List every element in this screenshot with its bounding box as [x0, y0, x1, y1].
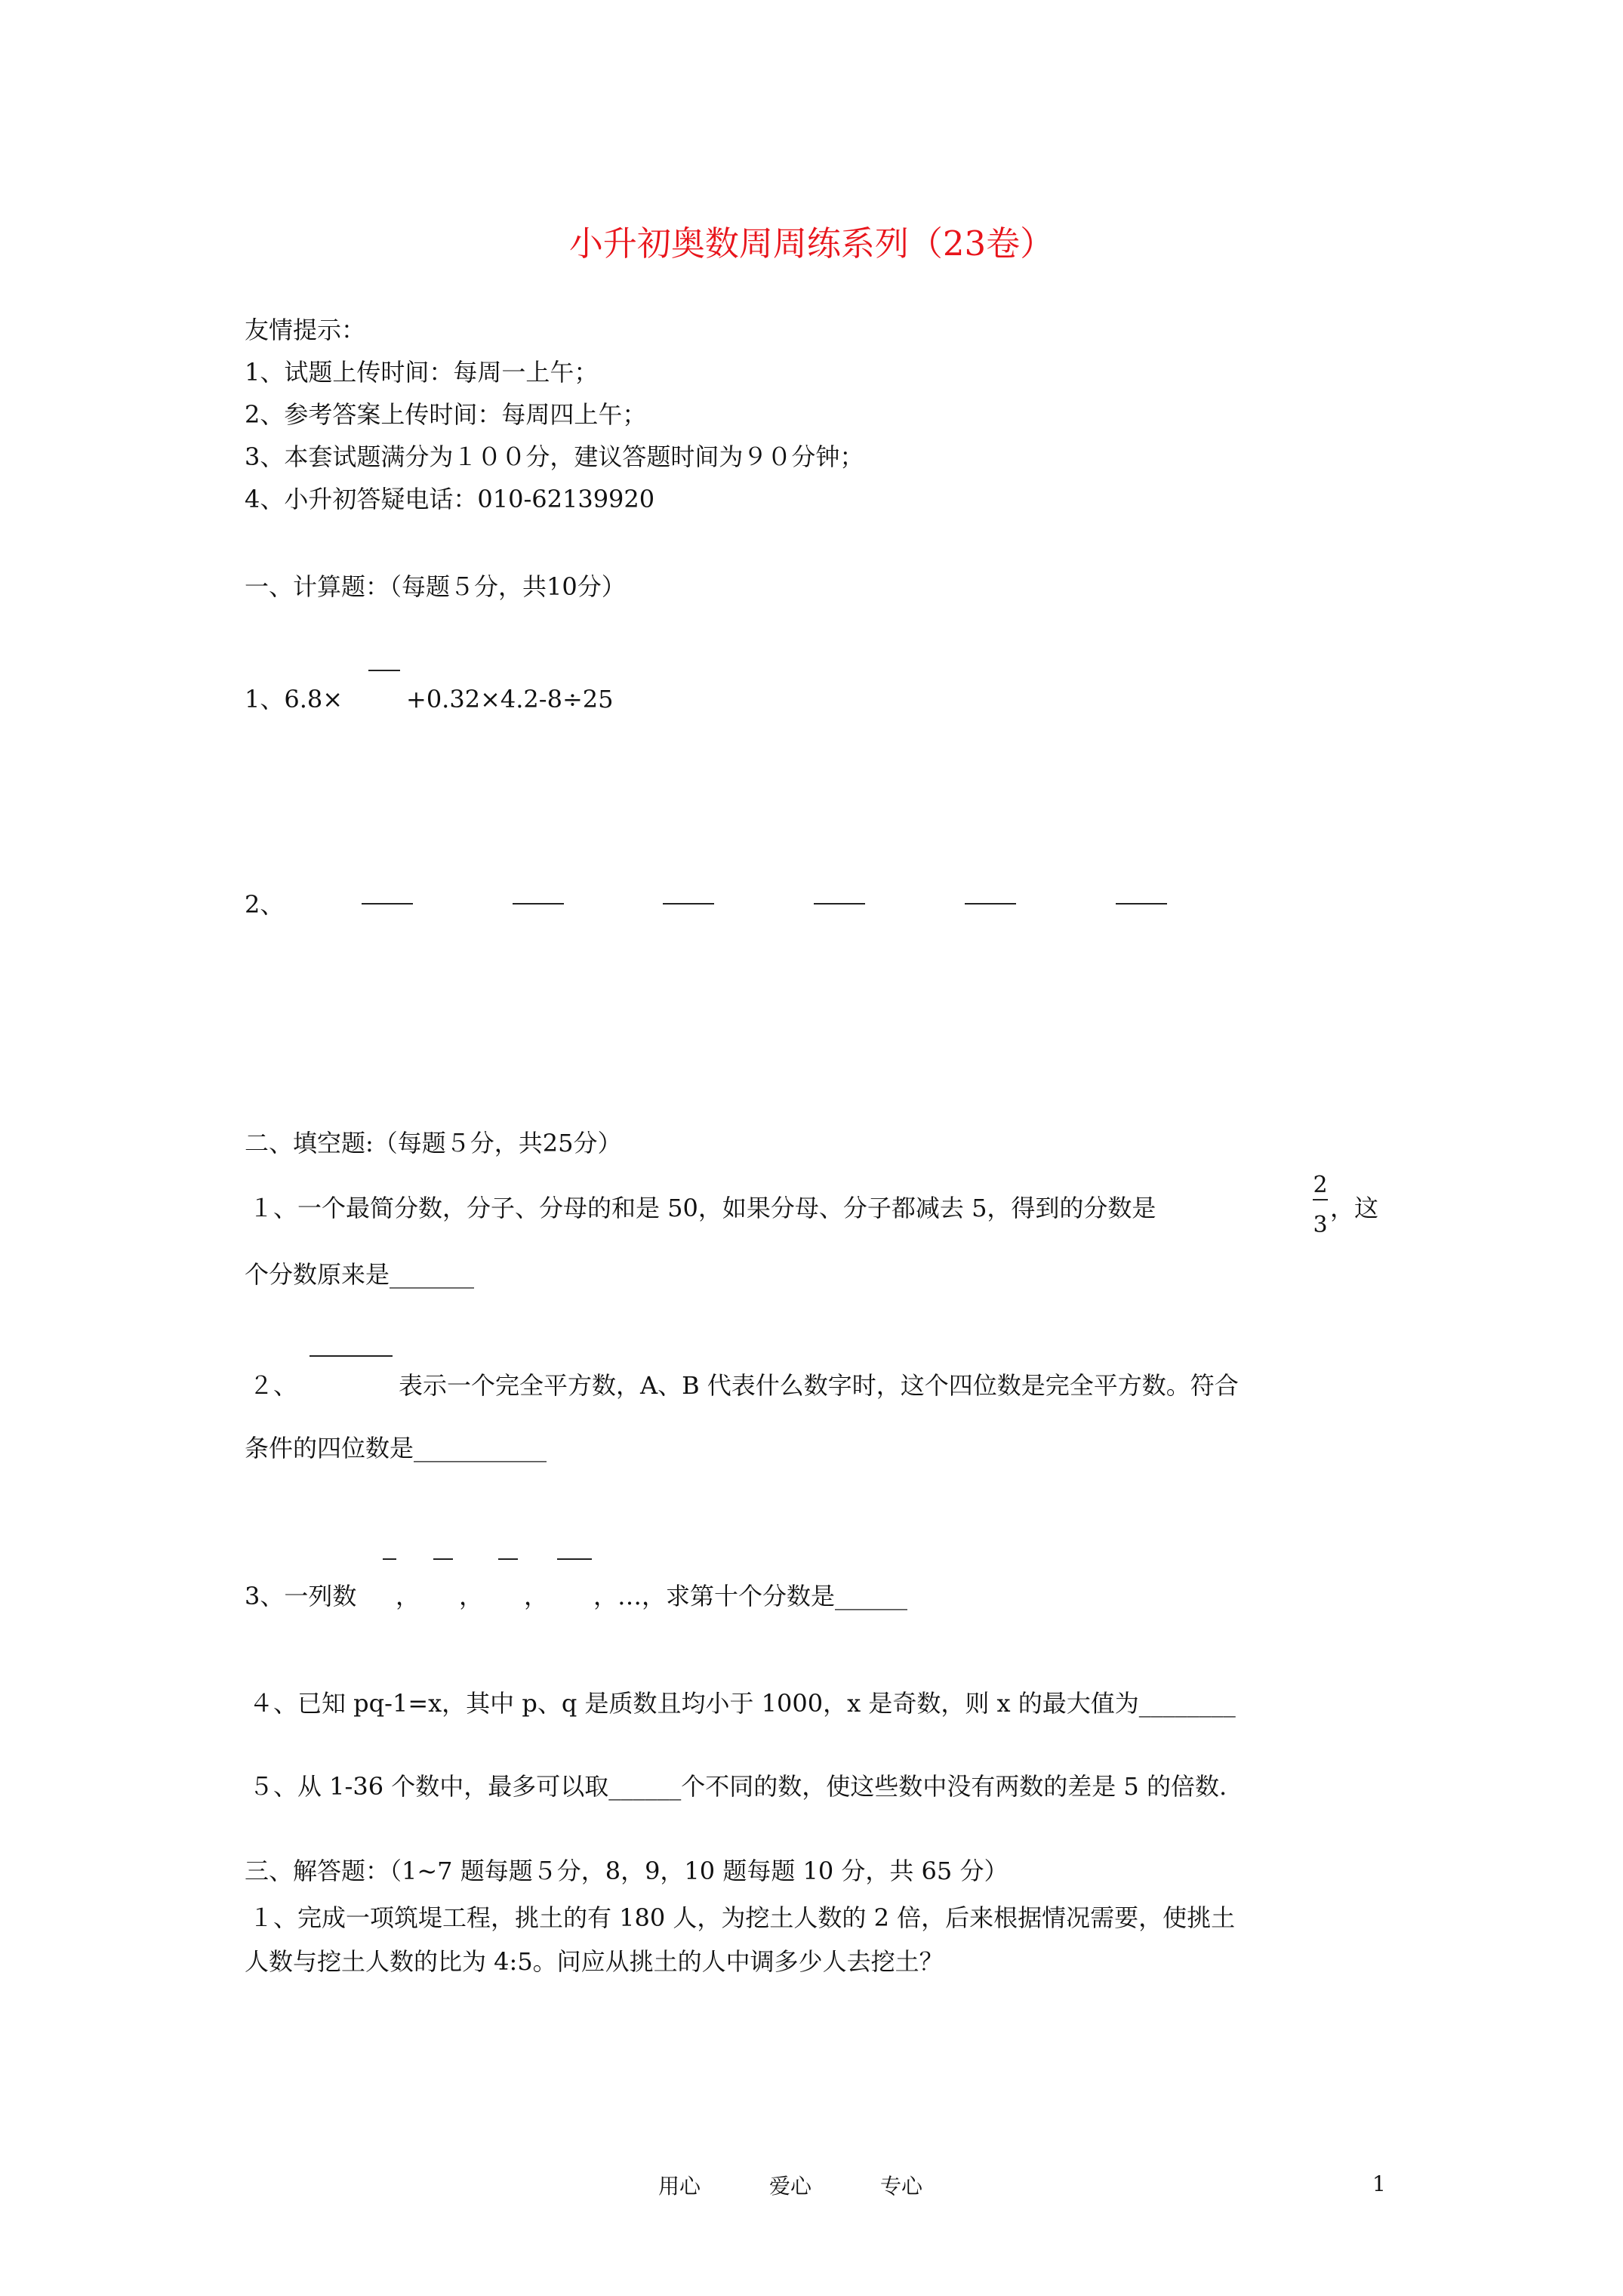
s2-q3-sep-3: ， — [524, 1582, 549, 1610]
tips-heading: 友情提示： — [245, 316, 366, 344]
tip-item-4: 4、小升初答疑电话：010-62139920 — [245, 485, 655, 513]
fraction-bar — [663, 903, 714, 905]
fraction-bar — [557, 1558, 592, 1560]
section-3-heading: 三、解答题：（1~7 题每题５分，8，9，10 题每题 10 分，共 65 分） — [245, 1857, 1009, 1885]
section-1-heading: 一、计算题：（每题５分，共10分） — [245, 572, 626, 601]
footer-item: 用心 — [658, 2174, 701, 2199]
tip-item-2: 2、参考答案上传时间：每周四上午； — [245, 400, 647, 429]
fraction-denominator: 3 — [1313, 1212, 1328, 1238]
s2-q3-number: 3、一列数 — [245, 1582, 357, 1610]
fraction-bar — [362, 903, 413, 905]
s2-q3-sep-1: ， — [396, 1582, 420, 1610]
fraction-bar — [1313, 1199, 1328, 1200]
fraction-numerator: 2 — [1313, 1172, 1328, 1198]
s2-q1-text: １、一个最简分数，分子、分母的和是 50，如果分母、分子都减去 5，得到的分数是 — [249, 1194, 1156, 1222]
fraction-bar — [965, 903, 1016, 905]
overline-blank — [368, 670, 400, 671]
fraction-bar — [383, 1558, 396, 1560]
tip-item-1: 1、试题上传时间：每周一上午； — [245, 358, 599, 387]
s1-q2-number: 2、 — [245, 890, 285, 919]
s3-q1-line1: １、完成一项筑堤工程，挑土的有 180 人，为挖土人数的 2 倍，后来根据情况需要，使挑土 — [249, 1903, 1236, 1932]
s2-q1-line2: 个分数原来是_______ — [245, 1260, 475, 1289]
s1-q1-number: 1、6.8× — [245, 685, 343, 713]
page-title: 小升初奥数周周练系列（23卷） — [568, 223, 1055, 264]
tip-item-3: 3、本套试题满分为１００分，建议答题时间为９０分钟； — [245, 442, 864, 471]
overline-blank — [310, 1355, 393, 1357]
s1-q1-expression: +0.32×4.2-8÷25 — [406, 685, 614, 713]
s2-q5-text: ５、从 1-36 个数中，最多可以取______个不同的数，使这些数中没有两数的差是 5 的倍数. — [249, 1772, 1227, 1801]
s2-q3-tail: ，…，求第十个分数是______ — [593, 1582, 908, 1610]
s2-q1-text-tail: ，这 — [1330, 1194, 1379, 1222]
fraction-bar — [433, 1558, 453, 1560]
s2-q2-number: ２、 — [249, 1371, 298, 1400]
fraction-bar — [1116, 903, 1167, 905]
fraction-bar — [498, 1558, 518, 1560]
s3-q1-line2: 人数与挖土人数的比为 4:5。问应从挑土的人中调多少人去挖土？ — [245, 1947, 944, 1976]
fraction-bar — [513, 903, 564, 905]
fraction-bar — [814, 903, 865, 905]
section-2-heading: 二、填空题:（每题５分，共25分） — [245, 1129, 622, 1157]
s2-q2-text: 表示一个完全平方数，A、B 代表什么数字时，这个四位数是完全平方数。符合 — [399, 1371, 1239, 1400]
footer-item: 专心 — [880, 2174, 923, 2199]
s2-q4-text: ４、已知 pq-1=x，其中 p、q 是质数且均小于 1000，x 是奇数，则 x 的最大值为________ — [249, 1689, 1236, 1718]
footer-item: 爱心 — [769, 2174, 812, 2199]
s2-q2-line2: 条件的四位数是___________ — [245, 1434, 547, 1462]
s2-q3-sep-2: ， — [459, 1582, 484, 1610]
page-number: 1 — [1372, 2171, 1386, 2196]
